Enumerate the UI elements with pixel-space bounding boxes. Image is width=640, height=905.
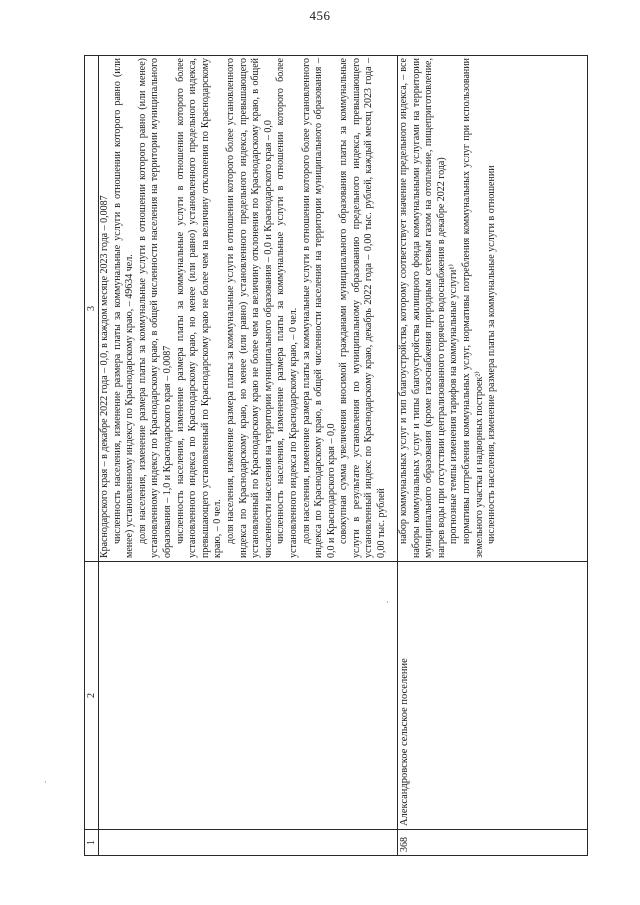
text-paragraph: прогнозные темпы изменения тарифов на коммунальные услуги¹⁾ xyxy=(448,264,460,544)
rotated-table-wrapper xyxy=(84,56,588,856)
table-row xyxy=(398,56,588,856)
row-text-cell xyxy=(398,56,588,562)
scan-speck: · xyxy=(386,598,389,608)
table-header-row xyxy=(85,56,99,856)
row-name-cell: Александровское сельское поселение xyxy=(398,562,588,830)
indicators-table xyxy=(84,55,588,856)
row-text-cell xyxy=(99,56,398,562)
row-number-cell: 368 xyxy=(398,830,588,856)
text-paragraph: доля населения, изменение размера платы за коммунальные услуги в отношении которого более установленного индекса по Краснодарскому краю, в общей численности населения на территории муниципального образования – 0,0 и Краснодарского края – 0,0 xyxy=(300,58,337,558)
row-name-cell xyxy=(99,562,398,830)
text-paragraph: совокупная сумма увеличения вносимой гражданами муниципального образования платы за коммунальные услуги в результате установления по муниципальному образованию предельного индекса, превышающего установленный индекс по Краснодарскому краю, декабрь 2022 года – 0,00 тыс. рублей, каждый месяц 2023 года – 0,00 тыс. рублей xyxy=(338,58,388,558)
scan-speck: · xyxy=(44,778,47,788)
header-cell-3: 3 xyxy=(85,56,99,562)
text-paragraph: доля населения, изменение размера платы за коммунальные услуги в отношении которого более установленного индекса по Краснодарскому краю, но менее (или равно) установленного предельного индекса, превышающего установленный по Краснодарскому краю не более чем на величину отклонения по Краснодарскому краю, в общей численности населения на территории муниципального образования – 0,0 и Краснодарского края – 0,0 xyxy=(224,58,274,558)
header-cell-2: 2 xyxy=(85,562,99,830)
text-paragraph: численность населения, изменение размера платы за коммунальные услуги в отношении которого более установленного индекса по Краснодарскому краю, но менее (или равно) установленного предельного индекса, превышающего установленный по Краснодарскому краю не более чем на величину отклонения по Краснодарскому краю, – 0 чел. xyxy=(174,58,224,558)
table-row xyxy=(99,56,398,856)
text-paragraph: нормативы потребления коммунальных услуг, нормативы потребления коммунальных услуг при использовании земельного участка и надворных построек²⁾ xyxy=(460,58,485,558)
text-paragraph: численность населения, изменение размера платы за коммунальные услуги в отношении которого равно (или менее) установленному индексу по Краснодарскому краю, – 49634 чел. xyxy=(111,58,136,558)
header-cell-1: 1 xyxy=(85,830,99,856)
text-paragraph: доля населения, изменение размера платы за коммунальные услуги в отношении которого равно (или менее) установленному индексу по Краснодарскому краю, в общей численности населения на территории муниципального образования – 1,0 и Краснодарского края – 0,0087 xyxy=(136,58,173,558)
text-paragraph: численность населения, изменение размера платы за коммунальные услуги в отношении xyxy=(486,165,498,544)
row-number-cell xyxy=(99,830,398,856)
text-paragraph: численность населения, изменение размера платы за коммунальные услуги в отношении которого более установленного индекса по Краснодарскому краю, – 0 чел. xyxy=(275,58,299,558)
text-paragraph: набор коммунальных услуг и тип благоустройства, которому соответствует значение предельного индекса, – все наборы коммунальных услуг и типы благоустройства жилищного фонда коммунальными услугами на территории муниципального образования (кроме газоснабжения природным сетевым газом на отопление, пищеприготовление, нагрев воды при отсутствии централизованного горячего водоснабжения в декабре 2022 года) xyxy=(398,58,447,558)
text-paragraph: Краснодарского края – в декабре 2022 года – 0,0, в каждом месяце 2023 года – 0,0087 xyxy=(99,195,110,558)
page-number: 456 xyxy=(309,8,331,23)
